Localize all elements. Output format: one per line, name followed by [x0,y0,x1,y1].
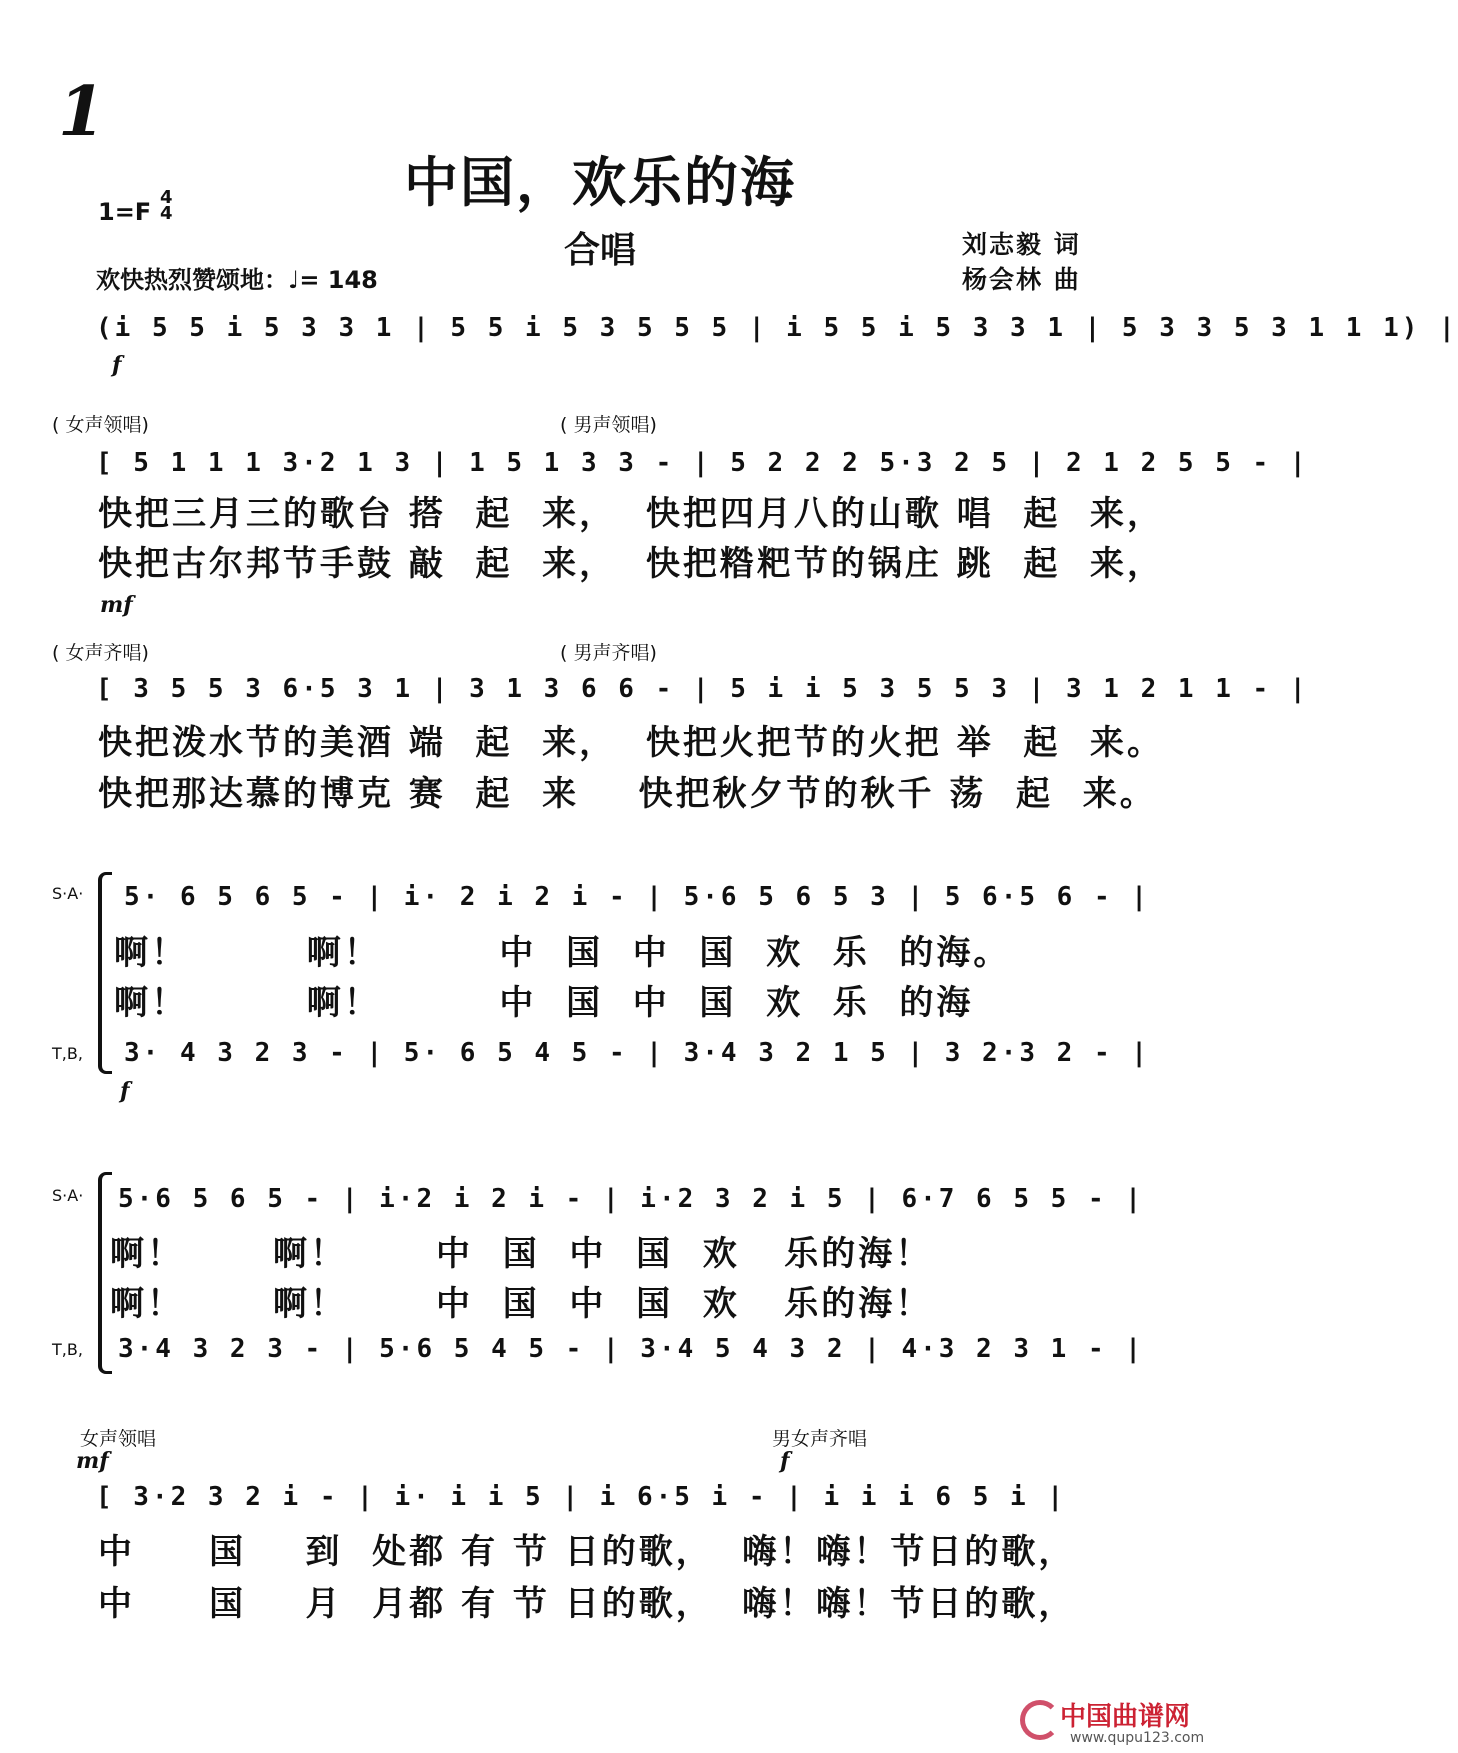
voice-label-tb-2: T,B, [52,1340,83,1359]
lyricist: 刘志毅 词 [962,230,1081,259]
composer: 杨会林 曲 [962,265,1081,294]
song-title: 中国，欢乐的海 [404,151,796,214]
section2-lyrics-verse2: 快把那达慕的博克 赛 起 来 快把秋夕节的秋千 荡 起 来。 [98,774,1157,814]
section3-lyrics-1: 啊！ 啊！ 中 国 中 国 欢 乐 的海。 [114,933,1011,973]
intro-dynamic: f [112,352,122,378]
cue-male-lead: ( 男声领唱) [560,414,657,436]
cue-female-lead: ( 女声领唱) [52,414,149,436]
voice-label-tb-1: T,B, [52,1044,83,1063]
section1-lyrics-verse2: 快把古尔邦节手鼓 敲 起 来， 快把糌粑节的锅庄 跳 起 来， [98,544,1165,584]
intro-notes: (i 5 5 i 5 3 3 1 | 5 5 i 5 3 5 5 5 | i 5 5 i 5 3 3 1 | 5 3 3 5 3 1 1 1) | [96,313,1458,343]
choir-brace-1 [98,872,112,1074]
tempo-marking: 欢快热烈赞颂地：♩= 148 [96,266,378,294]
section5-dynamic-left: mf [76,1448,109,1474]
section5-lyrics-2: 中 国 月 月都 有 节 日的歌， 嗨！嗨！节日的歌， [98,1584,1076,1624]
cue-female-unison: ( 女声齐唱) [52,642,149,664]
section4-tb-notes: 3·4 3 2 3 - | 5·6 5 4 5 - | 3·4 5 4 3 2 | 4·3 2 3 1 - | [118,1334,1144,1364]
section3-sa-notes: 5· 6 5 6 5 - | i· 2 i 2 i - | 5·6 5 6 5 3 | 5 6·5 6 - | [124,882,1150,912]
section1-dynamic: mf [100,592,133,618]
section1-notes: [ 5 1 1 1 3·2 1 3 | 1 5 1 3 3 - | 5 2 2 2 5·3 2 5 | 2 1 2 5 5 - | [96,448,1309,478]
cue-mixed-unison: 男女声齐唱 [772,1428,868,1450]
cue-male-unison: ( 男声齐唱) [560,642,657,664]
cue-female-lead-2: 女声领唱 [80,1428,157,1450]
section3-lyrics-2: 啊！ 啊！ 中 国 中 国 欢 乐 的海 [114,983,974,1023]
section2-lyrics-verse1: 快把泼水节的美酒 端 起 来， 快把火把节的火把 举 起 来。 [98,723,1165,763]
section4-lyrics-2: 啊！ 啊！ 中 国 中 国 欢 乐的海！ [110,1284,933,1324]
time-signature: 4 4 [160,187,173,224]
watermark-name: 中国曲谱网 [1060,1702,1191,1732]
page-number: 1 [58,72,106,152]
watermark-logo-icon [1020,1700,1060,1740]
section5-lyrics-1: 中 国 到 处都 有 节 日的歌， 嗨！嗨！节日的歌， [98,1532,1076,1572]
section3-dynamic: f [120,1078,130,1104]
section2-notes: [ 3 5 5 3 6·5 3 1 | 3 1 3 6 6 - | 5 i i 5 3 5 5 3 | 3 1 2 1 1 - | [96,674,1309,704]
key-signature: 1=F [98,198,152,226]
section1-lyrics-verse1: 快把三月三的歌台 搭 起 来， 快把四月八的山歌 唱 起 来， [98,494,1165,534]
section3-tb-notes: 3· 4 3 2 3 - | 5· 6 5 4 5 - | 3·4 3 2 1 5 | 3 2·3 2 - | [124,1038,1150,1068]
song-subtitle: 合唱 [563,230,636,271]
section4-lyrics-1: 啊！ 啊！ 中 国 中 国 欢 乐的海！ [110,1234,933,1274]
section4-sa-notes: 5·6 5 6 5 - | i·2 i 2 i - | i·2 3 2 i 5 | 6·7 6 5 5 - | [118,1184,1144,1214]
voice-label-sa-2: S·A· [52,1186,84,1205]
section5-dynamic-right: f [780,1448,790,1474]
voice-label-sa-1: S·A· [52,884,84,903]
watermark-url: www.qupu123.com [1070,1730,1205,1746]
section5-notes: [ 3·2 3 2 i - | i· i i 5 | i 6·5 i - | i i i 6 5 i | [96,1482,1066,1512]
